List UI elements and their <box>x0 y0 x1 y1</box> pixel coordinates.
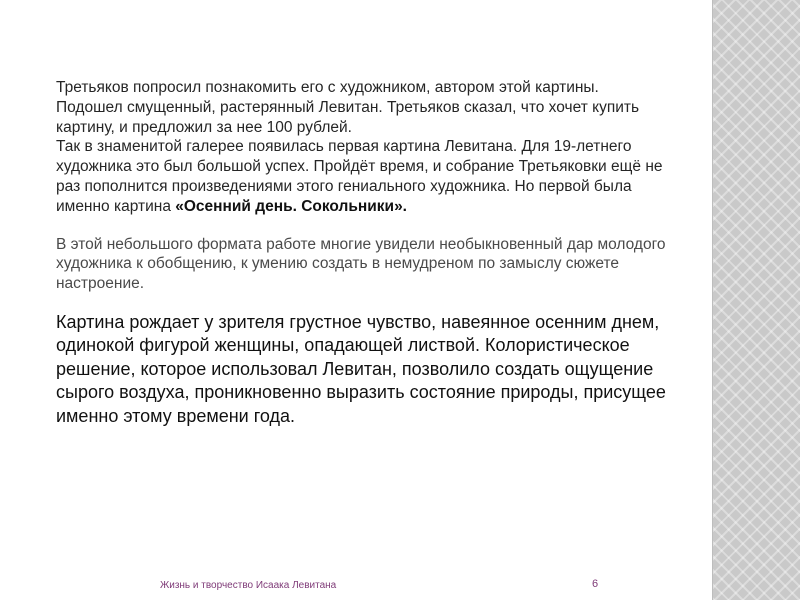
page-number: 6 <box>592 578 599 590</box>
paragraph-story-part2: Так в знаменитой галерее появилась первая картина Левитана. Для 19-летнего художника это был большой успех. Пройдёт время, и собрание Третьяковки ещё не раз пополнится произведениями этого гениального художника. Но первой была именно картина <box>56 138 663 215</box>
painting-title-bold: «Осенний день. Сокольники». <box>175 197 407 215</box>
paragraph-mood: Картина рождает у зрителя грустное чувство, навеянное осенним днем, одинокой фигурой женщины, опадающей листвой. Колористическое решение, которое использовал Левитан, позволило создать ощущение сырого воздуха, проникновенно выразить состояние природы, присущее именно этому времени года. <box>56 311 666 426</box>
footer-title: Жизнь и творчество Исаака Левитана <box>160 580 337 591</box>
slide-content <box>56 78 666 428</box>
decorative-side-panel <box>712 0 800 600</box>
paragraph-talent: В этой небольшого формата работе многие увидели необыкновенный дар молодого художника к обобщению, к умению создать в немудреном по замыслу сюжете настроение. <box>56 235 666 293</box>
paragraph-story <box>56 78 666 217</box>
paragraph-story-part1: Третьяков попросил познакомить его с художником, автором этой картины. Подошел смущенный, растерянный Левитан. Третьяков сказал, что хочет купить картину, и предложил за нее 100 рублей. <box>56 79 640 136</box>
